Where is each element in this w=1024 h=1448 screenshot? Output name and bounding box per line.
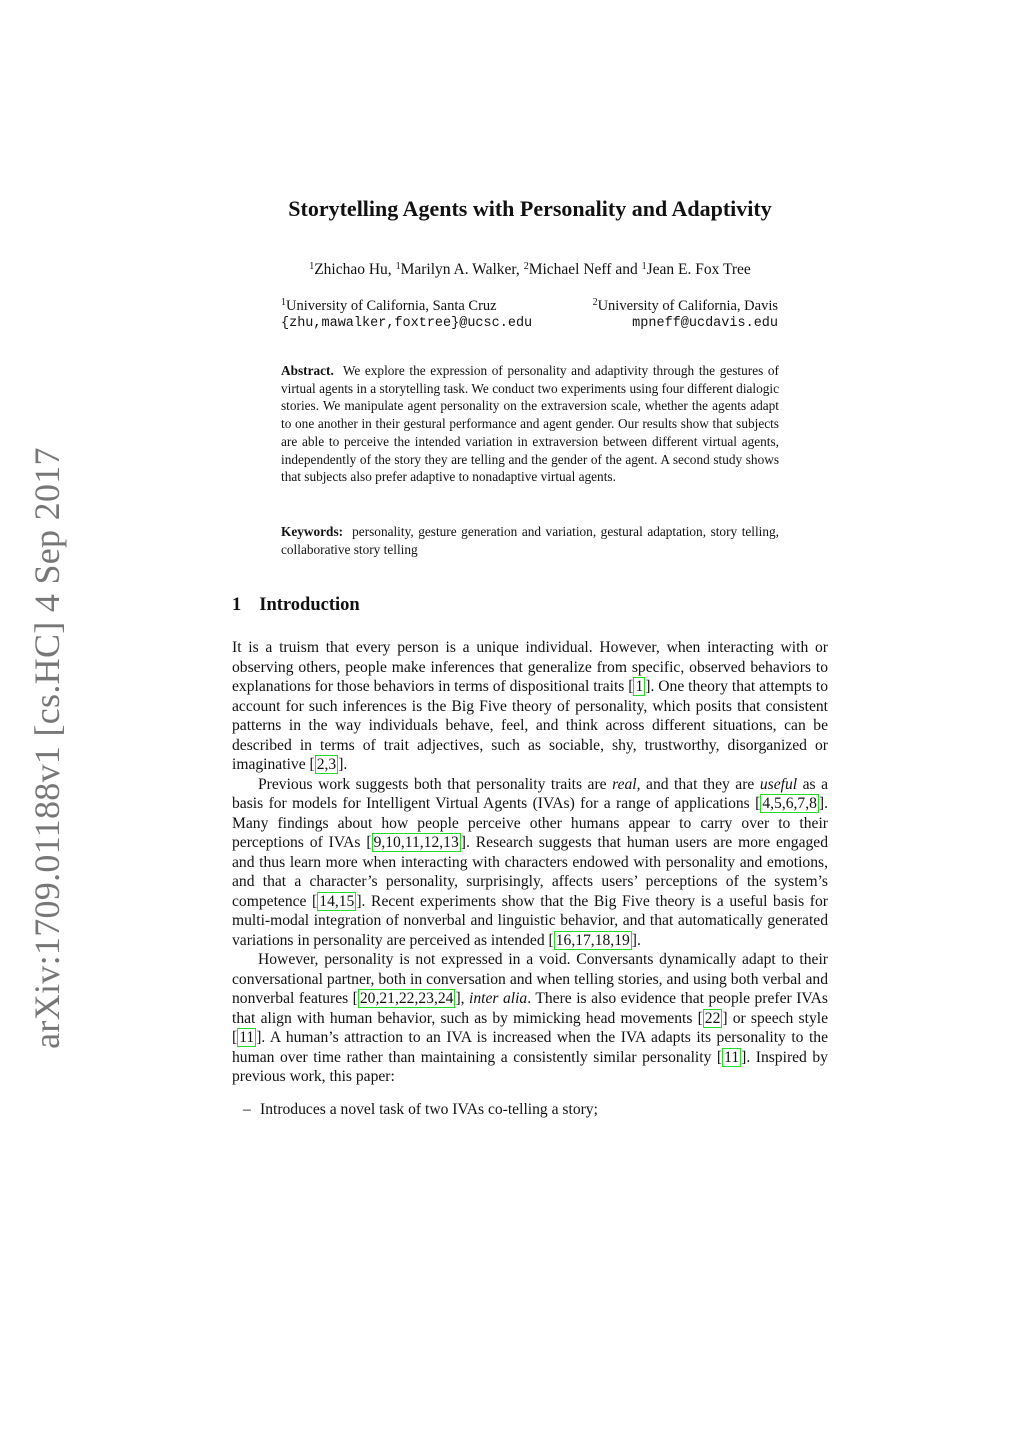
text-run: , and that they are: [636, 775, 760, 793]
citation-link[interactable]: 9,10,11,12,13: [373, 834, 459, 851]
arxiv-identifier: arXiv:1709.01188v1 [cs.HC] 4 Sep 2017: [27, 447, 67, 1049]
list-bullet: –: [243, 1100, 251, 1118]
citation-link[interactable]: 16,17,18,19: [555, 931, 630, 949]
affil-name: University of California, Santa Cruz: [286, 298, 497, 314]
text-run: ]. Recent experiments show that the Big Five theory is a useful basis for multi-modal integration of nonverbal and linguistic behavior, and that automatically generated variations in personality are perceived as intended [: [232, 892, 828, 949]
keywords-text: personality, gesture generation and variation, gestural adaptation, story telling, collaborative story telling: [281, 524, 780, 557]
affiliation-ucdavis: [593, 297, 778, 333]
text-run: ]. Research suggests that human users are more engaged and thus learn more when interacting with characters endowed with personality and emotions, and that a character’s personality, surprisingly, affects users’ perceptions of the system’s competence [: [232, 834, 829, 910]
abstract-label: Abstract.: [281, 363, 334, 378]
text-run: ]. One theory that attempts to account for such inferences is the Big Five theory of personality, which posits that consistent patterns in the way individuals behave, feel, and think across different situations, can be described in terms of trait adjectives, such as sociable, shy, trustworthy, disorganized or imaginative [: [232, 678, 829, 773]
citation-link[interactable]: 1: [635, 678, 644, 695]
author-affil-mark: 1: [309, 261, 315, 272]
text-run: as a basis for models for Intelligent Virtual Agents (IVAs) for a range of applications [: [232, 775, 828, 812]
citation-link[interactable]: 11: [724, 1048, 740, 1066]
text-run: ]. Inspired by previous work, this paper:: [232, 1048, 828, 1085]
text-run: However, personality is not expressed in a void. Conversants dynamically adapt to their conversational partner, both in conversation and when telling stories, and using both verbal and nonverbal features [: [232, 951, 828, 1007]
author-list: [232, 261, 828, 279]
text-run: ].: [338, 756, 348, 773]
citation-link[interactable]: 22: [704, 1009, 721, 1027]
author-name: Marilyn A. Walker,: [400, 261, 520, 278]
affil-email: {zhu,mawalker,foxtree}@ucsc.edu: [281, 316, 533, 331]
paragraph-2: [232, 775, 828, 951]
keywords: [281, 523, 779, 558]
text-run: ].: [631, 931, 641, 949]
affil-mark: 2: [592, 297, 598, 308]
abstract-text: We explore the expression of personality and adaptivity through the gestures of virtual agents in a storytelling task. We conduct two experiments using four different dialogic stories. We manipulate agent personality on the extraversion scale, whether the agents adapt to one another in their gestural performance and agent gender. Our results show that subjects are able to perceive the intended variation in extraversion between different virtual agents, independently of the story they are telling and the gender of the agent. A second study shows that subjects also prefer adaptive to nonadaptive virtual agents.: [281, 363, 779, 485]
list-item: [232, 1100, 828, 1120]
citation-link[interactable]: 14,15: [319, 892, 355, 910]
author-affil-mark: 1: [641, 261, 647, 272]
paragraph-3: [232, 950, 828, 1087]
text-run: Previous work suggests both that personality traits are: [258, 775, 613, 793]
text-run: ],: [455, 990, 470, 1007]
text-run: ]. A human’s attraction to an IVA is increased when the IVA adapts its personality to the human over time rather than maintaining a consistently similar personality [: [232, 1029, 828, 1066]
section-heading: [232, 595, 360, 616]
author-name: Jean E. Fox Tree: [646, 261, 751, 278]
paper-title: Storytelling Agents with Personality and Adaptivity: [288, 196, 772, 221]
author-affil-mark: 2: [523, 261, 529, 272]
citation-link[interactable]: 11: [239, 1029, 255, 1046]
author-name: Zhichao Hu,: [314, 261, 392, 278]
abstract: [281, 362, 779, 486]
emphasis: useful: [759, 775, 798, 793]
text-run: . There is also evidence that people prefer IVAs that align with human behavior, such as by mimicking head movements [: [232, 990, 828, 1027]
citation-link[interactable]: 2,3: [316, 756, 337, 773]
author-name: Michael Neff and: [528, 261, 638, 278]
affiliation-ucsc: [281, 297, 532, 333]
list-item-text: Introduces a novel task of two IVAs co-telling a story;: [260, 1100, 598, 1118]
affil-email: mpneff@ucdavis.edu: [632, 316, 778, 331]
text-run: It is a truism that every person is a unique individual. However, when interacting with or observing others, people make inferences that generalize from specific, observed behaviors to explanations for those behaviors in terms of dispositional traits [: [232, 639, 828, 695]
section-body: [232, 638, 828, 1119]
section-number: 1: [232, 595, 242, 615]
affil-name: University of California, Davis: [597, 298, 778, 314]
citation-link[interactable]: 20,21,22,23,24: [359, 990, 454, 1007]
keywords-label: Keywords:: [281, 524, 344, 539]
affil-mark: 1: [281, 297, 286, 308]
emphasis: real: [612, 775, 637, 793]
emphasis: inter alia: [469, 990, 528, 1007]
text-run: ] or speech style [: [232, 1009, 828, 1046]
text-run: ]. Many findings about how people perceive other humans appear to carry over to their perceptions of IVAs [: [232, 795, 828, 851]
section-title: Introduction: [259, 595, 360, 615]
citation-link[interactable]: 4,5,6,7,8: [762, 795, 817, 812]
paragraph-1: [232, 638, 828, 775]
author-affil-mark: 1: [395, 261, 401, 272]
